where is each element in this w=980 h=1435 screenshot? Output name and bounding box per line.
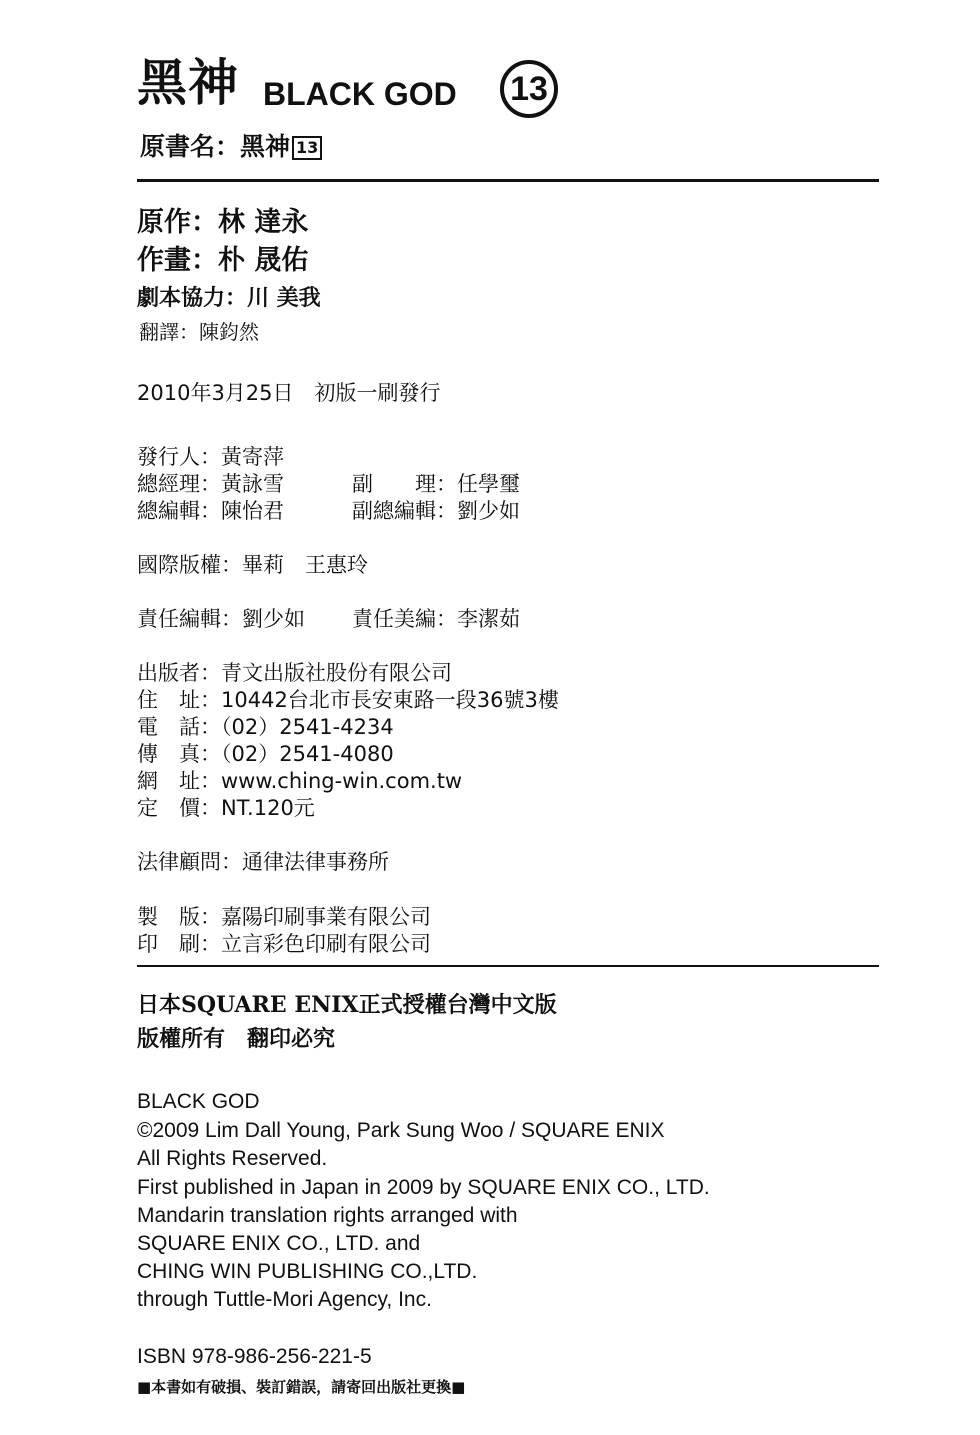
publisher-phone: 電 話：（02）2541-4234 — [137, 715, 394, 739]
divider-bottom — [137, 965, 879, 967]
general-manager: 總經理：黃詠雪 — [137, 472, 284, 496]
original-title-label: 原書名：黑神 — [140, 132, 291, 161]
plate-making: 製 版：嘉陽印刷事業有限公司 — [137, 905, 431, 929]
isbn: ISBN 978-986-256-221-5 — [137, 1345, 372, 1368]
publisher-name: 出版者：青文出版社股份有限公司 — [137, 661, 452, 685]
copyright-line-7: CHING WIN PUBLISHING CO.,LTD. — [137, 1260, 478, 1283]
chief-editor: 總編輯：陳怡君 — [137, 499, 284, 523]
copyright-line-5: Mandarin translation rights arranged with — [137, 1204, 518, 1227]
copyright-line-3: All Rights Reserved. — [137, 1147, 328, 1170]
publisher-person: 發行人：黃寄萍 — [137, 445, 284, 469]
editor-in-charge: 責任編輯：劉少如 — [137, 607, 305, 631]
copyright-line-1: BLACK GOD — [137, 1090, 260, 1113]
printing: 印 刷：立言彩色印刷有限公司 — [137, 932, 431, 956]
international-rights: 國際版權：畢莉 王惠玲 — [137, 553, 368, 577]
legal-counsel: 法律顧問：通律法律事務所 — [137, 850, 389, 874]
copyright-line-8: through Tuttle-Mori Agency, Inc. — [137, 1288, 432, 1311]
publisher-website: 網 址：www.ching-win.com.tw — [137, 769, 463, 793]
publication-date: 2010年3月25日 初版一刷發行 — [137, 381, 441, 405]
title-english: BLACK GOD — [263, 76, 457, 112]
publisher-address: 住 址：10442台北市長安東路一段36號3樓 — [137, 688, 559, 712]
art-editor: 責任美編：李潔茹 — [352, 607, 520, 631]
copyright-line-6: SQUARE ENIX CO., LTD. and — [137, 1232, 421, 1255]
divider-top — [137, 179, 879, 182]
volume-number: 13 — [510, 69, 548, 108]
copyright-line-4: First published in Japan in 2009 by SQUARE ENIX CO., LTD. — [137, 1176, 710, 1199]
damage-notice: ■本書如有破損、裝訂錯誤，請寄回出版社更換■ — [137, 1378, 466, 1396]
staff-art: 作畫：朴 晟佑 — [137, 245, 309, 276]
authorization-line-2: 版權所有 翻印必究 — [137, 1026, 336, 1052]
original-title-volume-box: 13 — [292, 136, 322, 160]
title-chinese: 黑神 — [137, 54, 239, 112]
staff-script-assist: 劇本協力：川 美我 — [137, 286, 321, 311]
staff-translation: 翻譯：陳鈞然 — [139, 320, 259, 344]
deputy-manager: 副 理：任學璽 — [352, 472, 520, 496]
deputy-chief-editor: 副總編輯：劉少如 — [352, 499, 520, 523]
original-title — [140, 134, 322, 160]
copyright-line-2: ©2009 Lim Dall Young, Park Sung Woo / SQUARE ENIX — [137, 1119, 665, 1142]
staff-original-work: 原作：林 達永 — [137, 207, 309, 238]
volume-circle — [500, 60, 558, 118]
publisher-fax: 傳 真：（02）2541-4080 — [137, 742, 394, 766]
authorization-line-1: 日本SQUARE ENIX正式授權台灣中文版 — [137, 992, 557, 1018]
price: 定 價：NT.120元 — [137, 796, 315, 820]
